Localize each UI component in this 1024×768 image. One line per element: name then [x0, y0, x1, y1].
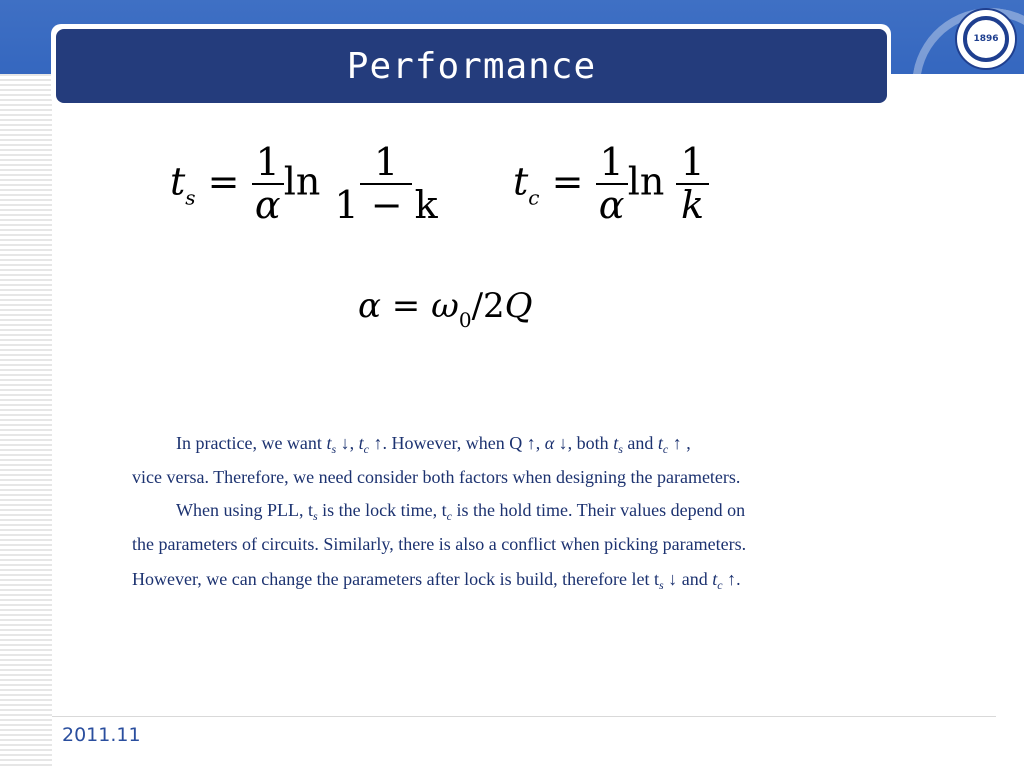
var-sub: c — [446, 509, 452, 523]
title-bar — [56, 29, 887, 103]
eq-alpha-q: Q — [504, 286, 533, 326]
text-run: ↑ , — [668, 433, 691, 453]
var-t: t — [613, 433, 619, 453]
eq-ts-frac2-den: 1 − k — [334, 182, 438, 227]
eq-ts-var: t — [170, 159, 186, 204]
eq-ts-frac1 — [252, 140, 284, 227]
equation-ts — [170, 140, 440, 227]
text-run: ↓, both — [554, 433, 614, 453]
eq-ts-ln: ln — [283, 159, 321, 204]
eq-ts-frac1-num: 1 — [252, 143, 284, 185]
var-t: t — [657, 433, 663, 453]
eq-alpha-omega: ω — [431, 286, 459, 326]
text-run: ↑. — [722, 569, 741, 589]
eq-tc-frac1 — [596, 140, 628, 227]
var-t: t — [712, 569, 718, 589]
footer-divider — [52, 716, 996, 717]
paragraph-line-5 — [132, 569, 892, 593]
text-run: ↓, — [336, 433, 359, 453]
var-sub: c — [717, 578, 723, 592]
eq-tc-sub: c — [528, 185, 540, 210]
eq-tc-frac2-den: k — [681, 182, 705, 227]
seal-inner-ring — [963, 16, 1009, 62]
paragraph-line-4: the parameters of circuits. Similarly, there is also a conflict when picking parameters. — [132, 534, 747, 554]
var-sub: c — [363, 442, 369, 456]
eq-tc-equals: = — [551, 159, 584, 204]
eq-tc-frac2 — [676, 140, 708, 227]
equation-tc — [513, 140, 709, 227]
eq-alpha-lhs: α — [358, 286, 381, 326]
text-run: ↑. However, when Q ↑, — [368, 433, 545, 453]
var-sub: c — [662, 442, 669, 456]
eq-ts-frac1-den: α — [254, 182, 281, 227]
eq-ts-frac2 — [333, 140, 440, 227]
footer-date: 2011.11 — [62, 724, 141, 746]
var-sub: s — [331, 442, 337, 456]
var-sub: s — [313, 509, 318, 523]
eq-alpha-rest: /2 — [471, 286, 505, 326]
var-t: t — [358, 433, 364, 453]
seal-year: 1896 — [973, 34, 999, 44]
text-run: When using PLL, t — [176, 500, 313, 520]
text-run: However, we can change the parameters after lock is build, therefore let t — [132, 569, 660, 589]
eq-ts-sub: s — [185, 185, 196, 210]
university-seal-icon — [955, 8, 1017, 70]
text-run: is the hold time. Their values depend on — [451, 500, 746, 520]
text-run: ↓ and — [663, 569, 713, 589]
text-run: In practice, we want — [176, 433, 327, 453]
eq-tc-frac1-num: 1 — [596, 143, 628, 185]
eq-alpha-omega-sub: 0 — [458, 308, 472, 332]
eq-tc-var: t — [513, 159, 529, 204]
eq-tc-frac1-den: α — [598, 182, 625, 227]
var-sub: s — [659, 578, 664, 592]
paragraph-line-2: vice versa. Therefore, we need consider both factors when designing the parameters. — [132, 467, 741, 487]
var-alpha: α — [544, 433, 555, 453]
paragraph-line-3 — [176, 500, 936, 524]
text-run: and — [622, 433, 658, 453]
var-t: t — [326, 433, 332, 453]
equation-alpha — [358, 286, 533, 332]
slide-title: Performance — [346, 45, 597, 87]
eq-tc-ln: ln — [627, 159, 665, 204]
left-stripe-margin — [0, 74, 52, 768]
eq-alpha-equals: = — [391, 286, 421, 326]
eq-tc-frac2-num: 1 — [676, 143, 708, 185]
paragraph-line-1 — [176, 433, 936, 457]
eq-ts-equals: = — [207, 159, 240, 204]
var-sub: s — [618, 442, 623, 456]
text-run: is the lock time, t — [317, 500, 447, 520]
eq-ts-frac2-num: 1 — [360, 143, 412, 185]
